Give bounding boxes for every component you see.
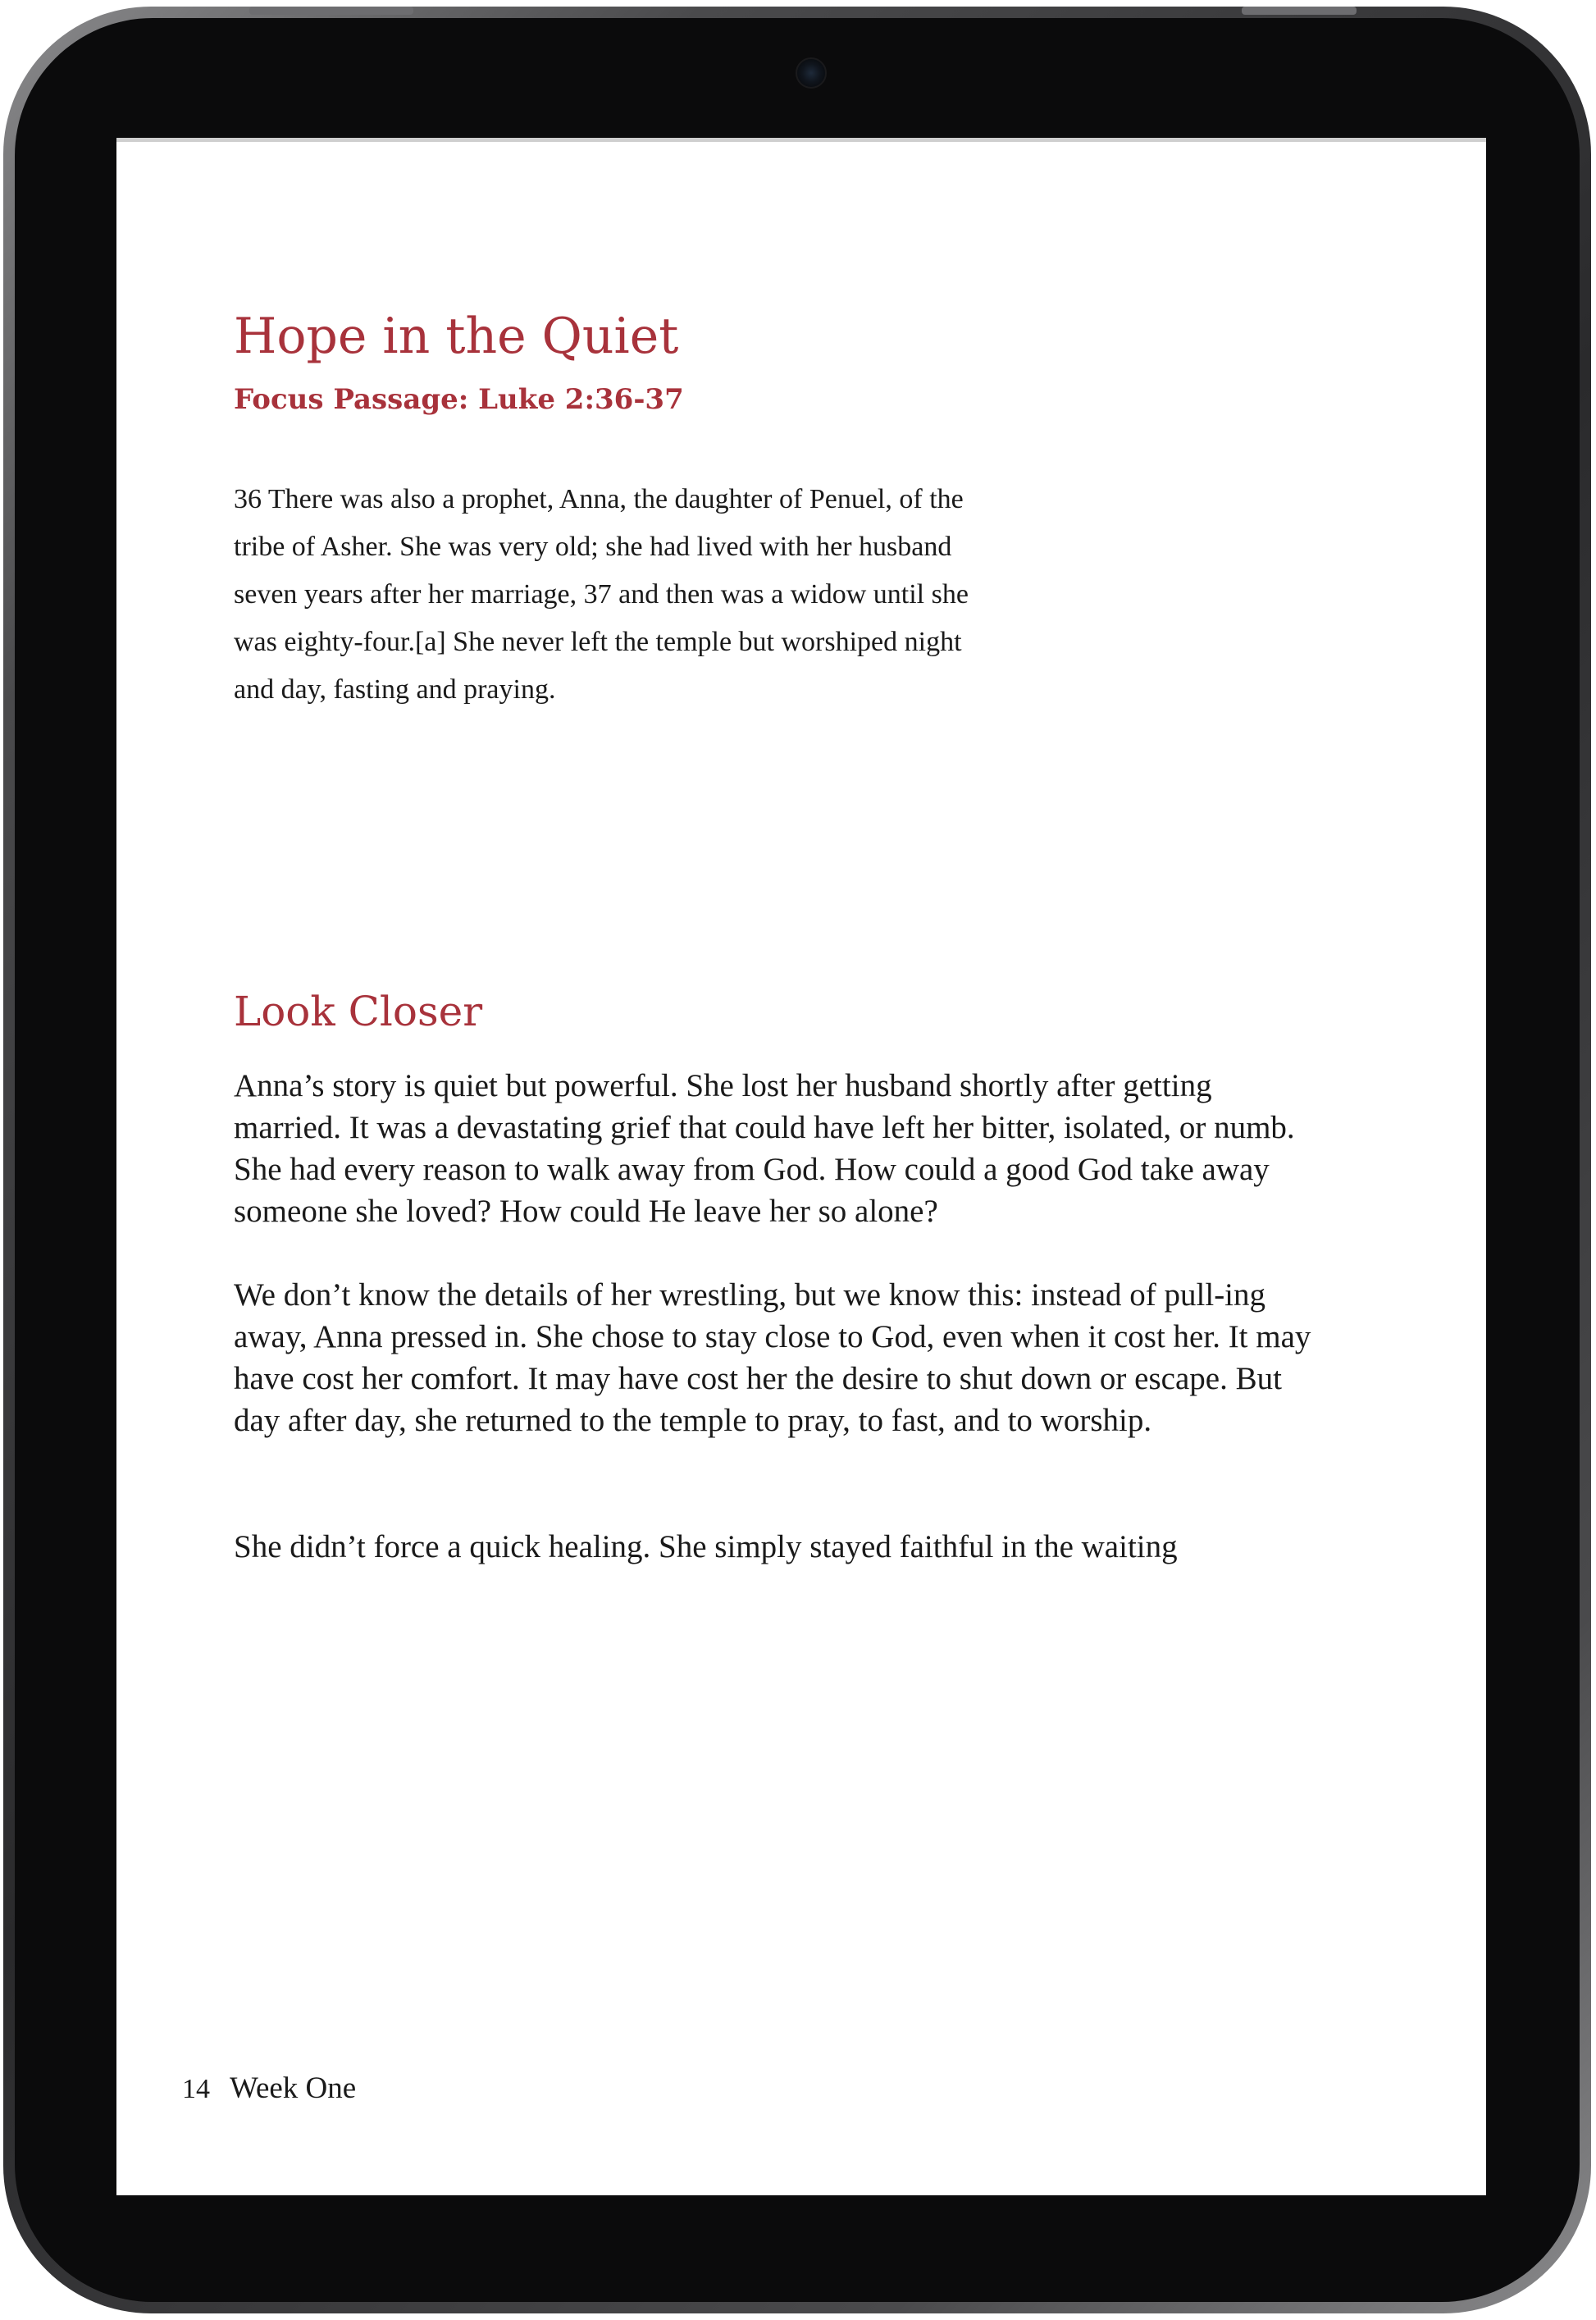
camera-icon [796,57,827,89]
volume-button-2 [299,7,413,15]
focus-passage-label: Focus Passage: Luke 2:36-37 [234,383,684,416]
section-heading: Look Closer [234,988,483,1035]
page-edge [116,138,1486,142]
power-button [1242,7,1357,15]
body-paragraph: Anna’s story is quiet but powerful. She lost her husband shortly after getting married. It was a devastating grief that could have left her bitter, isolated, or numb. She had every reason to walk away from God. How could a good God take away someone she loved? How could He leave her so alone? [234,1068,1295,1229]
page-title: Hope in the Quiet [234,308,679,365]
page-footer [182,2071,356,2106]
body-paragraph: We don’t know the details of her wrestling, but we know this: instead of pull-ing away, Anna pressed in. She chose to stay close to God, even when it cost her. It may have cost her comfort. It may have cost her the desire to shut down or escape. But day after day, she returned to the temple to pray, to fast, and to worship. [234,1277,1311,1438]
body-paragraph: She didn’t force a quick healing. She simply stayed faithful in the waiting [234,1529,1178,1564]
ebook-page[interactable] [116,138,1486,2195]
running-head: Week One [230,2071,357,2105]
page-number: 14 [182,2074,210,2104]
scripture-passage: 36 There was also a prophet, Anna, the daughter of Penuel, of the tribe of Asher. She was very old; she had lived with her husband seven years after her marriage, 37 and then was a widow until she was eighty-four.[a] She never left the temple but worshiped night and day, fasting and praying. [234,484,969,705]
tablet-frame [3,7,1591,2313]
